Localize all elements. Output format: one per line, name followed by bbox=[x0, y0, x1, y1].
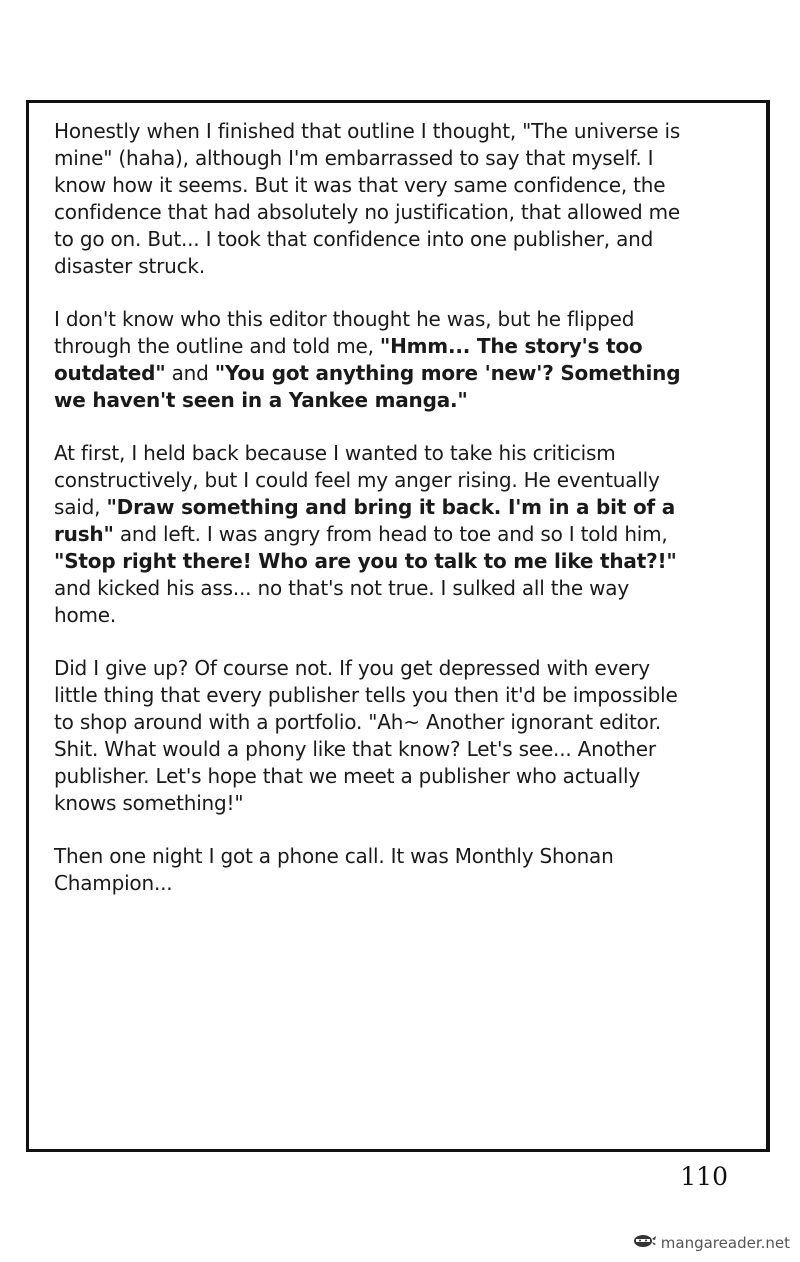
paragraph-text: I don't know who this editor thought he was, but he flipped through the outline and told me, bbox=[54, 307, 635, 358]
paragraph-text: and bbox=[165, 361, 215, 385]
editor-quote: "You got anything more 'new'? Something we haven't seen in a Yankee manga." bbox=[54, 361, 681, 412]
paragraph-text: and left. I was angry from head to toe and so I told him, bbox=[113, 522, 668, 546]
watermark bbox=[630, 1232, 790, 1254]
author-quote: "Stop right there! Who are you to talk to me like that?!" bbox=[54, 549, 677, 573]
text-block bbox=[54, 118, 694, 923]
editor-quote: "Draw something and bring it back. I'm in a bit of a rush" bbox=[54, 495, 676, 546]
page-number: 110 bbox=[680, 1162, 728, 1191]
paragraph-2 bbox=[54, 306, 694, 414]
paragraph-text: Then one night I got a phone call. It was Monthly Shonan Champion... bbox=[54, 844, 614, 895]
paragraph-5 bbox=[54, 843, 694, 897]
paragraph-text: Honestly when I finished that outline I thought, "The universe is mine" (haha), although I'm embarrassed to say that myself. I know how it seems. But it was that very same confidence, the confidence that had absolutely no justification, that allowed me to go on. But... I took that confidence into one publisher, and disaster struck. bbox=[54, 119, 681, 278]
watermark-text: mangareader.net bbox=[660, 1234, 790, 1252]
ninja-icon bbox=[630, 1232, 656, 1254]
editor-quote: "Hmm... The story's too outdated" bbox=[54, 334, 643, 385]
paragraph-3 bbox=[54, 440, 694, 629]
paragraph-text: and kicked his ass... no that's not true. I sulked all the way home. bbox=[54, 576, 630, 627]
paragraph-4 bbox=[54, 655, 694, 817]
paragraph-text: At first, I held back because I wanted to take his criticism constructively, but I could feel my anger rising. He eventually said, bbox=[54, 441, 660, 519]
paragraph-text: Did I give up? Of course not. If you get depressed with every little thing that every publisher tells you then it'd be impossible to shop around with a portfolio. "Ah~ Another ignorant editor. Shit. What would a phony like that know? Let's see... Another publisher. Let's hope that we meet a publisher who actually knows something!" bbox=[54, 656, 678, 815]
paragraph-1 bbox=[54, 118, 694, 280]
